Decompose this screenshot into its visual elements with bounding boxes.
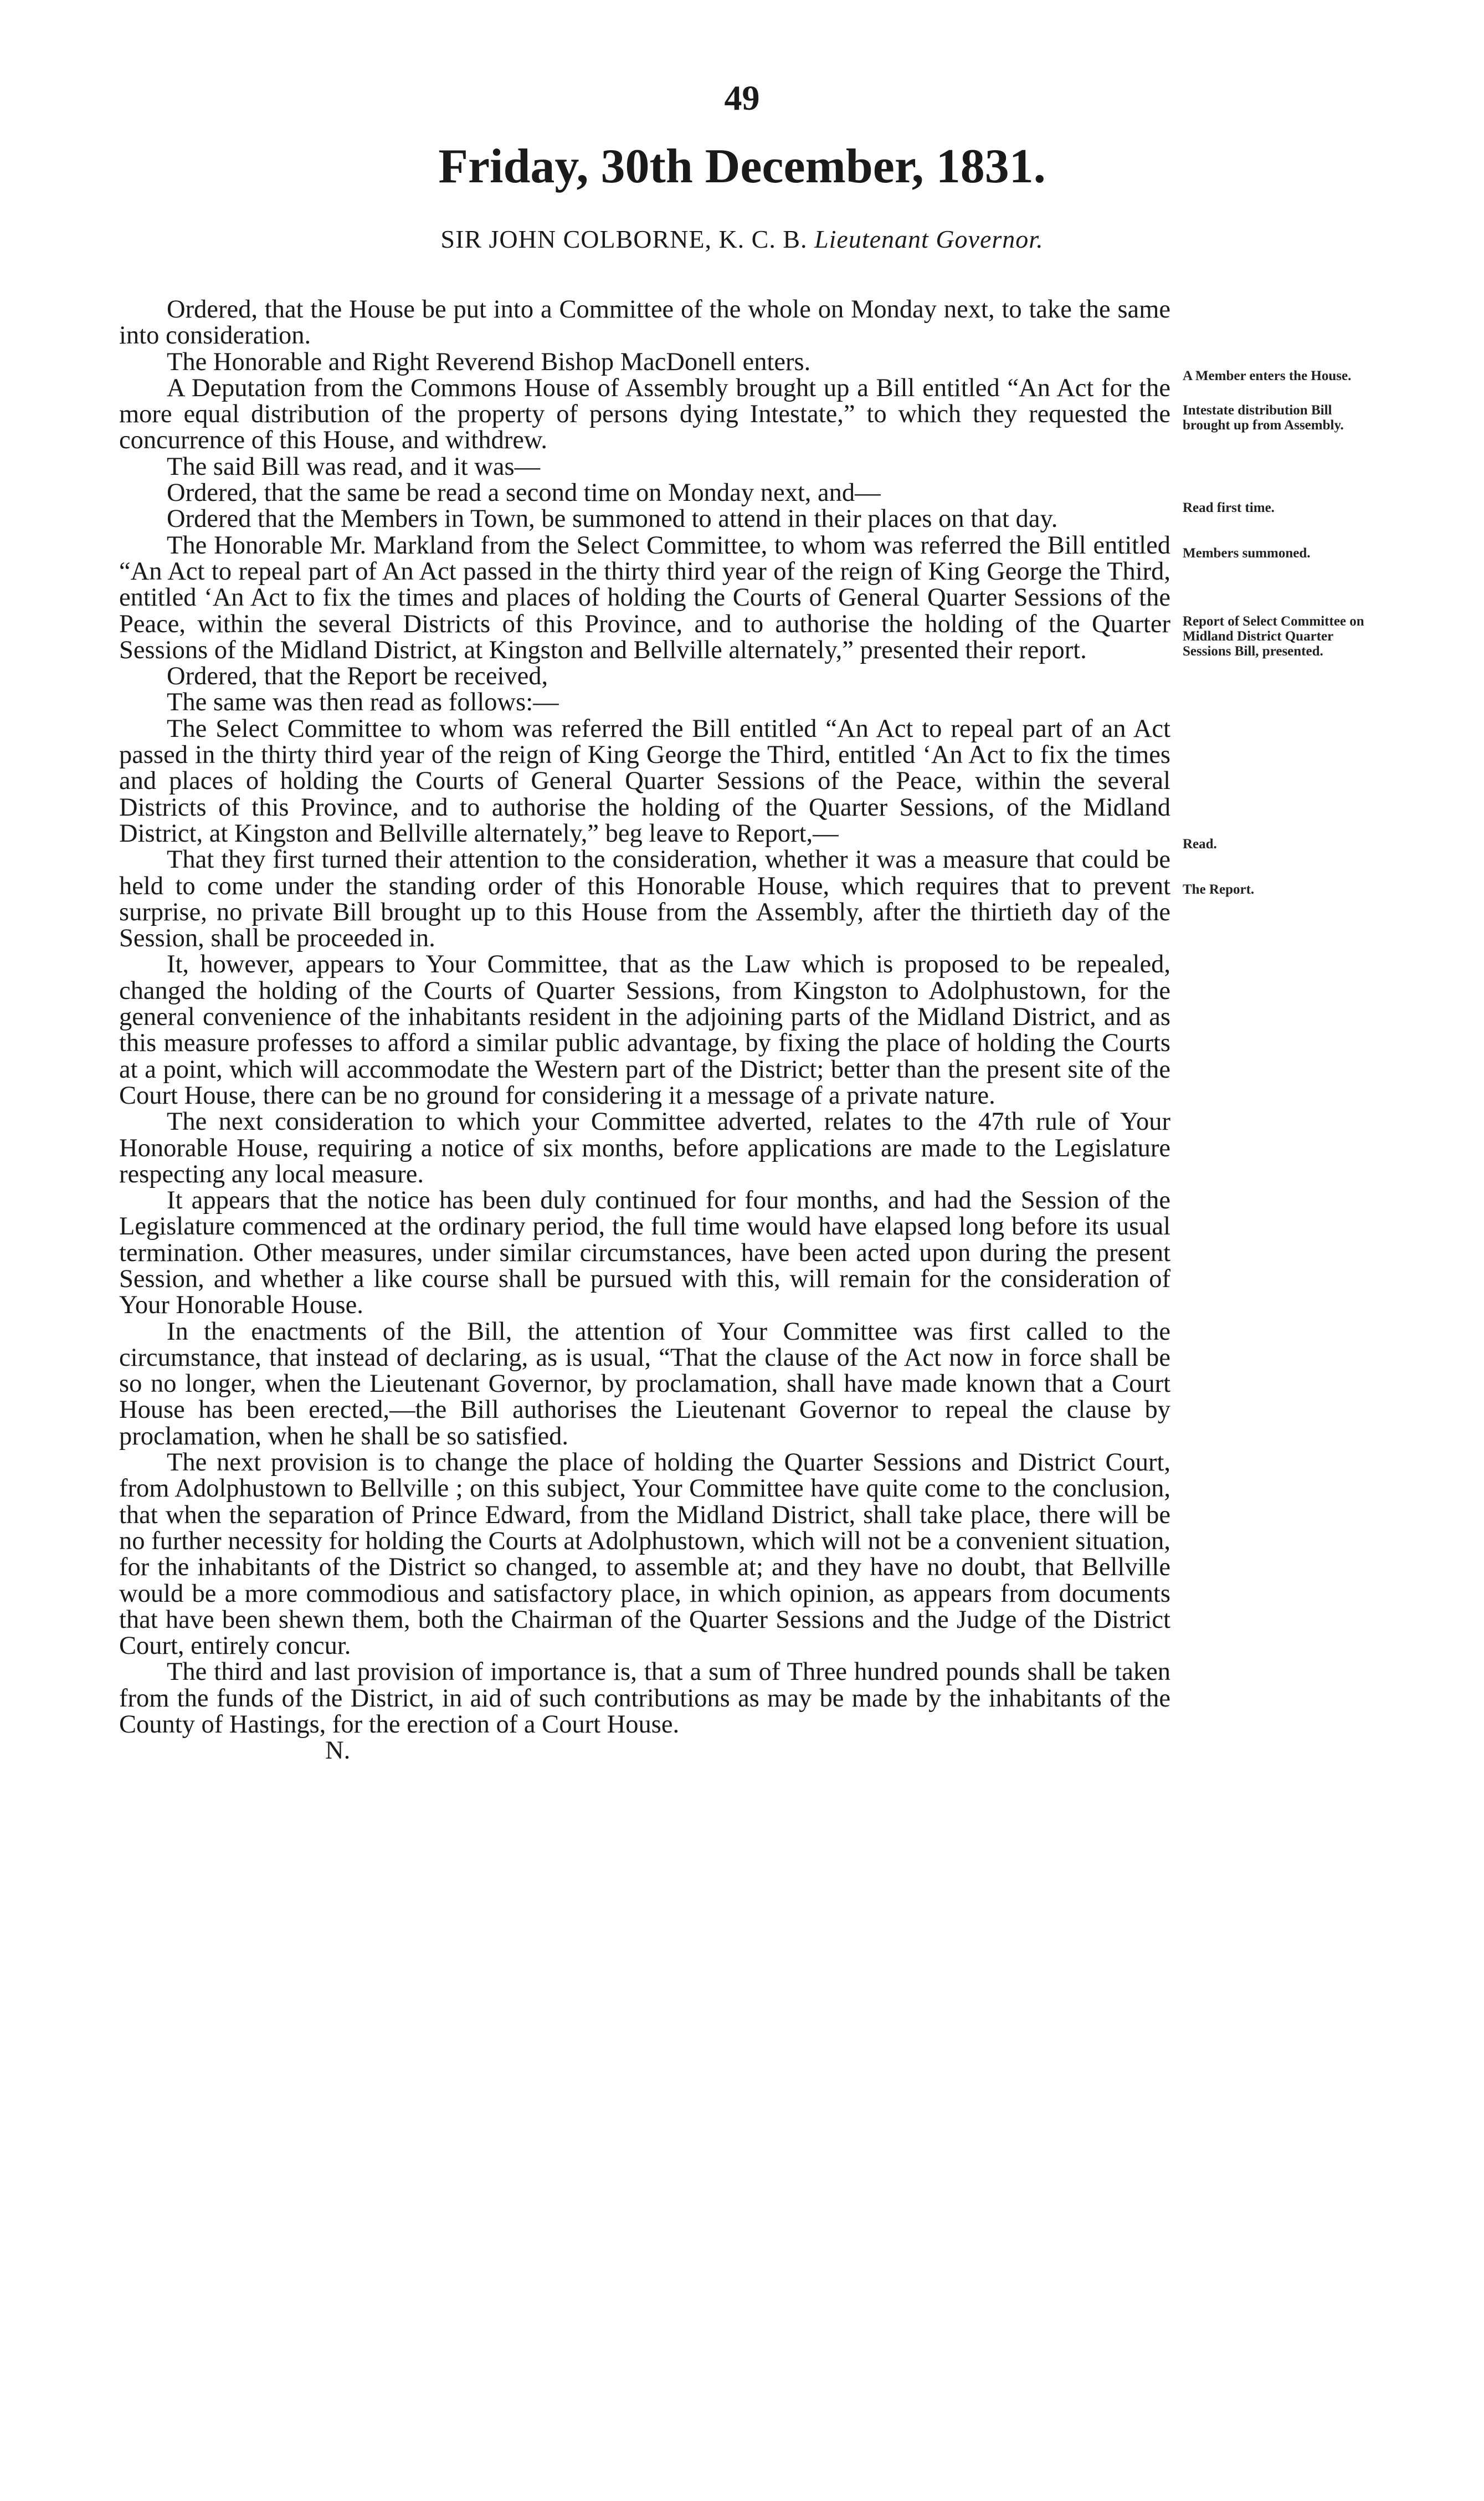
margin-note: The Report. [1183,882,1255,897]
page-number: 49 [724,78,760,117]
paragraph-enactments: In the enactments of the Bill, the attention of Your Committee was first called to the circumstance, that instead of declaring, as is usual, “That the clause of the Act now in force shall be so no longer, when the Lieutenant Governor, by proclamation, shall have made known that a Court House has been erected,—the Bill authorises the Lieutenant Governor to repeal the clause by proclamation, when he shall be so satisfied. [119,1317,1170,1451]
paragraph-bishop-enters: The Honorable and Right Reverend Bishop MacDonell enters. [167,347,811,376]
date-heading: Friday, 30th December, 1831. [438,140,1046,193]
governor-title: Lieutenant Governor. [814,225,1044,253]
governor-name: SIR JOHN COLBORNE, K. C. B. [440,225,808,253]
margin-note: Report of Select Committee on Midland District Quarter Sessions Bill, presented. [1183,614,1364,659]
margin-note: A Member enters the House. [1183,368,1352,383]
signature-mark: N. [325,1736,351,1765]
paragraph-read-as-follows: The same was then read as follows:— [167,688,559,717]
paragraph-report-received: Ordered, that the Report be received, [167,662,548,691]
paragraph-markland-report: The Honorable Mr. Markland from the Select Committee, to whom was referred the Bill entitled “An Act to repeal part of An Act passed in the thirty third year of the reign of King George the Third, entitled ‘An Act to fix the times and places of holding the Courts of General Quarter Sessions of the Peace, within the several Districts of this Province, and to authorise the holding of the Quarter Sessions of the Midland District, at Kingston and Bellville alternately,” presented their report. [119,531,1170,664]
margin-note: Read first time. [1183,500,1275,515]
journal-body [119,296,1170,1764]
paragraph-committee-order: Ordered, that the House be put into a Committee of the whole on Monday next, to take the same into consideration. [119,295,1170,350]
paragraph-third-provision: The third and last provision of importance is, that a sum of Three hundred pounds shall be taken from the funds of the District, in aid of such contributions as may be made by the inhabitants of the County of Hastings, for the erection of a Court House. [119,1658,1170,1739]
paragraph-second-reading-order: Ordered, that the same be read a second time on Monday next, and— [167,479,881,508]
paragraph-standing-order: That they first turned their attention to the consideration, whether it was a measure that could be held to come under the standing order of this Honorable House, which requires that to prevent surprise, no private Bill brought up to this House from the Assembly, after the thirtieth day of the Session, shall be proceeded in. [119,845,1170,953]
governor-line [0,224,1484,254]
margin-note: Read. [1183,837,1217,852]
paragraph-47th-rule: The next consideration to which your Committee adverted, relates to the 47th rule of Your Honorable House, requiring a notice of six months, before applications are made to the Legislature respecting any local measure. [119,1108,1170,1188]
paragraph-deputation: A Deputation from the Commons House of Assembly brought up a Bill entitled “An Act for the more equal distribution of the property of persons dying Intestate,” to which they requested the concurrence of this House, and withdrew. [119,373,1170,455]
margin-note: Intestate distribution Bill brought up from Assembly. [1183,403,1344,433]
paragraph-bill-read: The said Bill was read, and it was— [167,452,541,481]
paragraph-members-summoned: Ordered that the Members in Town, be summoned to attend in their places on that day. [167,505,1058,534]
paragraph-change-place: The next provision is to change the place of holding the Quarter Sessions and District Court, from Adolphustown to Bellville ; on this subject, Your Committee have quite come to the conclusion, that when the separation of Prince Edward, from the Midland District, shall take place, there will be no further necessity for holding the Courts at Adolphustown, which will not be a convenient situation, for the inhabitants of the District so changed, to assemble at; and they have no doubt, that Bellville would be a more commodious and satisfactory place, in which opinion, as appears from documents that have been shewn them, both the Chairman of the Quarter Sessions and the Judge of the District Court, entirely concur. [119,1448,1170,1660]
paragraph-notice-continued: It appears that the notice has been duly continued for four months, and had the Session of the Legislature commenced at the ordinary period, the full time would have elapsed long before its usual termination. Other measures, under similar circumstances, have been acted upon during the present Session, and whether a like course shall be pursued with this, will remain for the consideration of Your Honorable House. [119,1186,1170,1320]
paragraph-report-intro: The Select Committee to whom was referred the Bill entitled “An Act to repeal part of an Act passed in the thirty third year of the reign of King George the Third, entitled ‘An Act to fix the times and places of holding the Courts of General Quarter Sessions of the Peace, within the several Districts of this Province, and to authorise the holding of the Quarter Sessions, of the Midland District, at Kingston and Bellville alternately,” beg leave to Report,— [119,714,1170,848]
paragraph-private-nature: It, however, appears to Your Committee, that as the Law which is proposed to be repealed, changed the holding of the Courts of Quarter Sessions, from Kingston to Adolphustown, for the general convenience of the inhabitants resident in the adjoining parts of the Midland District, and as this measure professes to afford a similar public advantage, by fixing the place of holding the Courts at a point, which will accommodate the Western part of the District; better than the present site of the Court House, there can be no ground for considering it a message of a private nature. [119,950,1170,1110]
margin-note: Members summoned. [1183,546,1311,561]
